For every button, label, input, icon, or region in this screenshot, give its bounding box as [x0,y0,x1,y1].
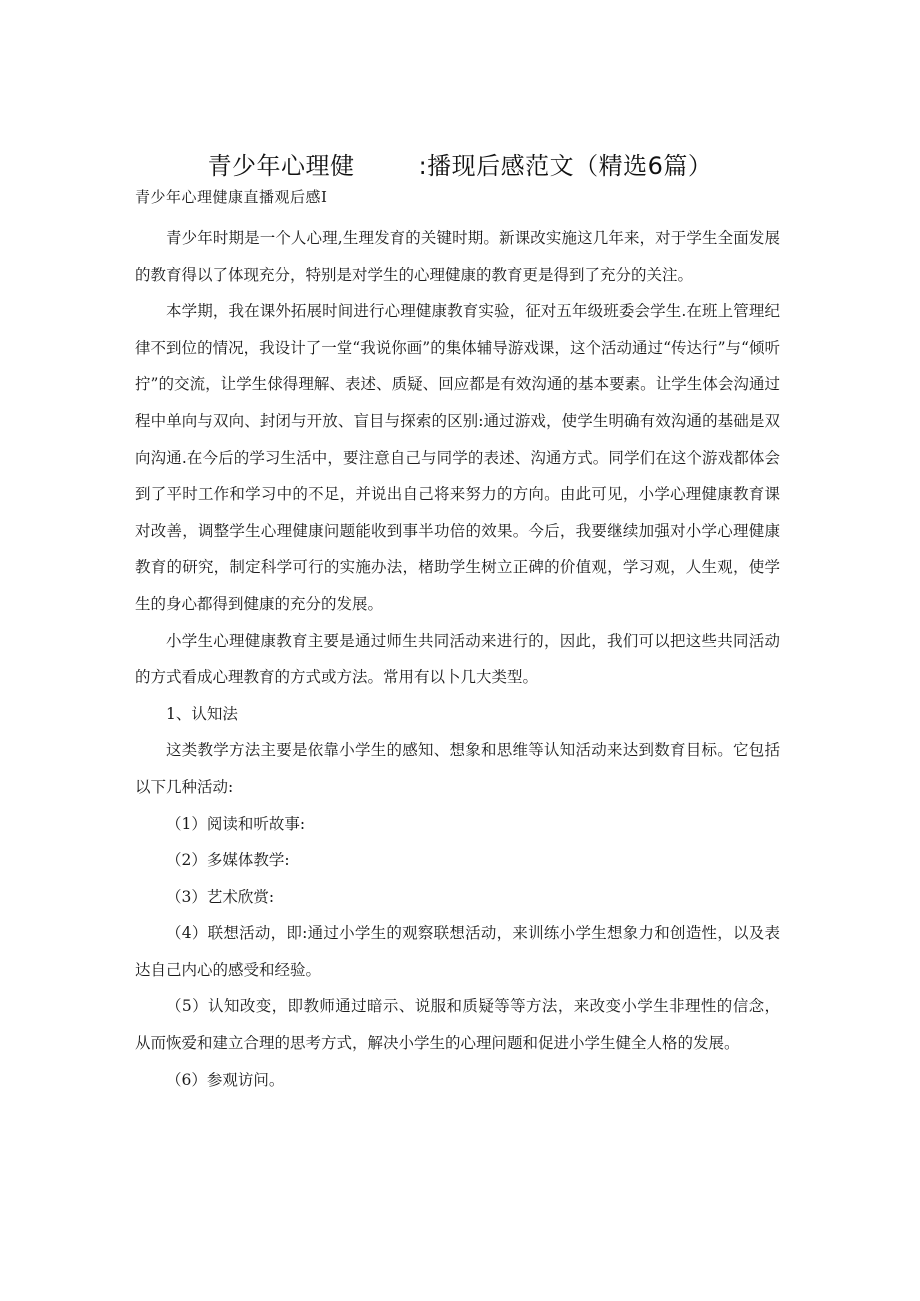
method-heading: 1、认知法 [166,704,238,723]
section-heading: 青少年心理健康直播观后感I [135,188,328,206]
paragraph: 小学生心理健康教育主要是通过师生共同活动来进行的，因此，我们可以把这些共同活动的方式看成心理教育的方式或方法。常用有以卜几大类型。 [135,631,780,687]
title-part-2: :播现后感范文（精选6篇） [418,152,713,180]
document-body [135,220,780,1098]
paragraph: 青少年时期是一个人心理,生理发育的关键时期。新课改实施这几年来，对于学生全面发展的教育得以了体现充分，特别是对学生的心理健康的教育更是得到了充分的关注。 [135,229,780,284]
list-item: （5）认知改变，即教师通过暗示、说服和质疑等等方法，来改变小学生非理性的信念，从而恢爱和建立合理的思考方式，解决小学生的心理问题和促进小学生健全人格的发展。 [135,997,780,1053]
document-title [0,146,920,181]
title-part-1: 青少年心理健 [207,152,355,180]
list-item: （1）阅读和听故事: [166,814,306,833]
paragraph: 这类教学方法主要是依靠小学生的感知、想象和思维等认知活动来达到数育目标。它包括以下几种活动: [135,741,780,796]
list-item: （2）多媒体教学: [166,851,290,870]
list-item: （4）联想活动，即:通过小学生的观察联想活动，来训练小学生想象力和创造性，以及表达自己内心的感受和经验。 [135,924,780,979]
paragraph: 本学期，我在课外拓展时间进行心理健康教育实验，征对五年级班委会学生.在班上管理纪律不到位的情况，我设计了一堂“我说你画”的集体辅导游戏课，这个活动通过“传达行”与“倾听拧”的交流，让学生俅得理解、表述、质疑、回应都是有效沟通的基本要素。让学生体会沟通过程中单向与双向、封闭与开放、盲目与探索的区别:通过游戏，使学生明确有效沟通的基础是双向沟通.在今后的学习生活中，要注意自己与同学的表述、沟通方式。同学们在这个游戏都体会到了平时工作和学习中的不足，并说出自己将来努力的方向。由此可见，小学心理健康教育课对改善，调整学生心理健康问题能收到事半功倍的效果。今后，我要继续加强对小学心理健康教育的研究，制定科学可行的实施办法，楮助学生树立正碑的价值观，学习观，人生观，使学生的身心都得到健康的充分的发展。 [135,302,780,613]
list-item: （6）参观访问。 [166,1070,285,1089]
list-item: （3）艺术欣赏: [166,887,275,906]
